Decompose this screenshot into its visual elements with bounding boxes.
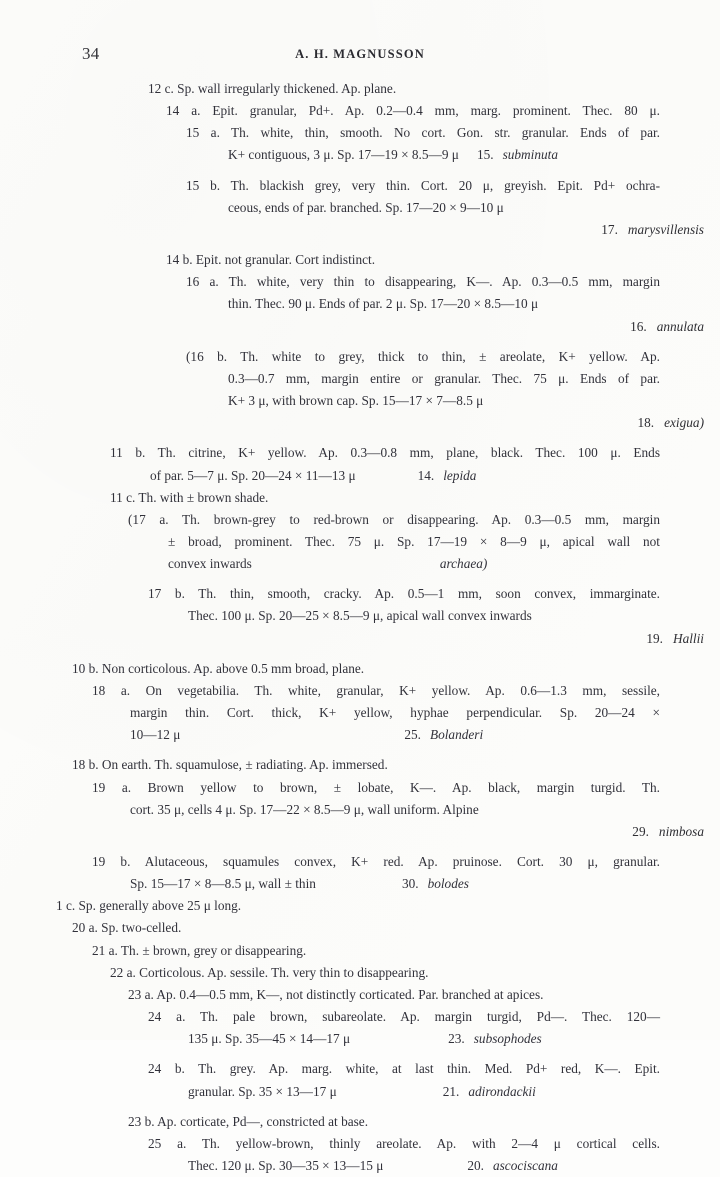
result-number: 19. [646, 630, 663, 646]
result-species: bolodes [427, 876, 469, 892]
key-line: 18 b. On earth. Th. squamulose, ± radiating. Ap. immersed. [72, 757, 388, 773]
result-species: marysvillensis [627, 221, 704, 237]
key-line: 0.3—0.7 mm, margin entire or granular. Thec. 75 μ. Ends of par. [228, 370, 660, 386]
key-line-text: 135 μ. Sp. 35—45 × 14—17 μ [188, 1031, 351, 1047]
key-line: 19 a. Brown yellow to brown, ± lobate, K—. Ap. black, margin turgid. Th. [92, 779, 660, 795]
key-entry-19b [0, 851, 720, 895]
line-gap [0, 1050, 720, 1058]
key-line: 11 b. Th. citrine, K+ yellow. Ap. 0.3—0.8 mm, plane, black. Thec. 100 μ. Ends [110, 445, 660, 461]
line-gap [0, 746, 720, 754]
key-line: ceous, ends of par. branched. Sp. 17—20 × 9—10 μ [228, 199, 504, 215]
line-gap [0, 167, 720, 175]
key-entry-24a [0, 1006, 720, 1050]
taxonomic-key [0, 78, 720, 1177]
key-line: 11 c. Th. with ± brown shade. [110, 489, 269, 505]
key-line: 18 a. On vegetabilia. Th. white, granular, K+ yellow. Ap. 0.6—1.3 mm, sessile, [92, 682, 660, 698]
key-entry-16b [0, 346, 720, 435]
key-entry-15b [0, 175, 720, 241]
key-line-text: K+ contiguous, 3 μ. Sp. 17—19 × 8.5—9 μ [228, 147, 459, 163]
result-number: 29. [632, 823, 649, 839]
key-line: 16 a. Th. white, very thin to disappearing, K—. Ap. 0.3—0.5 mm, margin [186, 274, 660, 290]
result-species: archaea) [439, 556, 488, 572]
result-number: 18. [637, 415, 655, 431]
key-line: 17 b. Th. thin, smooth, cracky. Ap. 0.5—1 mm, soon convex, immarginate. [148, 586, 660, 602]
key-entry-24b [0, 1058, 720, 1102]
key-result-17 [0, 219, 720, 241]
result-species: ascociscana [492, 1158, 558, 1174]
key-entry-16a [0, 271, 720, 337]
key-line: cort. 35 μ, cells 4 μ. Sp. 17—22 × 8.5—9 μ, wall uniform. Alpine [130, 801, 479, 817]
line-gap [0, 650, 720, 658]
line-gap [0, 338, 720, 346]
key-entry-18a [0, 680, 720, 746]
key-line-text: Sp. 15—17 × 8—8.5 μ, wall ± thin [130, 876, 316, 892]
key-line: thin. Thec. 90 μ. Ends of par. 2 μ. Sp. 17—20 × 8.5—10 μ [228, 296, 539, 312]
key-entry-22a [0, 962, 720, 984]
key-entry-25a [0, 1133, 720, 1177]
result-number: 25. [404, 727, 421, 743]
key-line [168, 553, 660, 575]
line-gap [0, 1103, 720, 1111]
key-line: (17 a. Th. brown-grey to red-brown or disappearing. Ap. 0.3—0.5 mm, margin [128, 511, 660, 527]
key-entry-11c [0, 487, 720, 509]
key-line: 12 c. Sp. wall irregularly thickened. Ap. plane. [148, 81, 397, 96]
key-line-text: convex inwards [168, 556, 252, 572]
result-species: exigua) [664, 415, 704, 431]
key-line: margin thin. Cort. thick, K+ yellow, hyphae perpendicular. Sp. 20—24 × [130, 705, 660, 721]
result-number: 23. [448, 1031, 465, 1047]
key-line: Thec. 100 μ. Sp. 20—25 × 8.5—9 μ, apical wall convex inwards [188, 608, 532, 624]
key-entry-10b [0, 658, 720, 680]
key-line: 24 b. Th. grey. Ap. marg. white, at last thin. Med. Pd+ red, K—. Epit. [148, 1061, 660, 1077]
key-line: 25 a. Th. yellow-brown, thinly areolate. Ap. with 2—4 μ cortical cells. [148, 1135, 660, 1151]
result-species: Bolanderi [429, 727, 484, 743]
key-line: 15 b. Th. blackish grey, very thin. Cort. 20 μ, greyish. Epit. Pd+ ochra- [186, 177, 660, 193]
result-number: 21. [442, 1083, 460, 1099]
key-line: 1 c. Sp. generally above 25 μ long. [56, 898, 242, 914]
key-line-text: 10—12 μ [130, 727, 181, 743]
key-entry-21a [0, 940, 720, 962]
key-result-29 [0, 821, 720, 843]
key-result-18 [0, 412, 720, 434]
key-entry-23a [0, 984, 720, 1006]
line-gap [0, 241, 720, 249]
result-species: Hallii [672, 630, 704, 646]
page-number: 34 [82, 44, 100, 63]
key-line: 23 b. Ap. corticate, Pd—, constricted at base. [128, 1113, 369, 1129]
key-entry-17a [0, 509, 720, 575]
key-line: ± broad, prominent. Thec. 75 μ. Sp. 17—19 × 8—9 μ, apical wall not [168, 533, 660, 549]
key-line: 22 a. Corticolous. Ap. sessile. Th. very thin to disappearing. [110, 964, 429, 980]
key-line [228, 144, 660, 166]
key-line [188, 1028, 660, 1050]
key-line: K+ 3 μ, with brown cap. Sp. 15—17 × 7—8.5 μ [228, 393, 484, 409]
key-result-19 [0, 628, 720, 650]
result-number: 17. [601, 221, 618, 237]
result-number: 16. [630, 318, 647, 334]
result-species: adirondackii [468, 1083, 536, 1099]
key-line: 14 b. Epit. not granular. Cort indistinct. [166, 252, 376, 268]
key-entry-18b [0, 754, 720, 776]
key-line-text: granular. Sp. 35 × 13—17 μ [188, 1083, 337, 1099]
key-entry-15a [0, 122, 720, 166]
key-entry-12c [0, 78, 720, 100]
key-line: 14 a. Epit. granular, Pd+. Ap. 0.2—0.4 mm, marg. prominent. Thec. 80 μ. [166, 103, 660, 119]
key-line: 21 a. Th. ± brown, grey or disappearing. [92, 942, 307, 958]
running-head-author: A. H. MAGNUSSON [295, 47, 425, 61]
key-line [130, 873, 660, 895]
key-line: 15 a. Th. white, thin, smooth. No cort. Gon. str. granular. Ends of par. [186, 125, 660, 141]
key-entry-19a [0, 777, 720, 843]
result-species: annulata [656, 318, 704, 334]
result-number: 15. [476, 147, 494, 163]
key-line: 19 b. Alutaceous, squamules convex, K+ red. Ap. pruinose. Cort. 30 μ, granular. [92, 854, 660, 869]
result-number: 30. [401, 876, 419, 892]
result-species: nimbosa [658, 823, 704, 839]
key-line: (16 b. Th. white to grey, thick to thin, ± areolate, K+ yellow. Ap. [186, 348, 660, 364]
key-entry-14b [0, 249, 720, 271]
result-species: subsophodes [473, 1031, 542, 1047]
key-line: 23 a. Ap. 0.4—0.5 mm, K—, not distinctly corticated. Par. branched at apices. [128, 986, 544, 1002]
key-line: 10 b. Non corticolous. Ap. above 0.5 mm broad, plane. [72, 660, 365, 676]
result-species: lepida [443, 467, 477, 483]
result-species: subminuta [502, 147, 558, 163]
line-gap [0, 575, 720, 583]
key-line-text: of par. 5—7 μ. Sp. 20—24 × 11—13 μ [150, 467, 356, 483]
key-result-16 [0, 316, 720, 338]
result-number: 14. [417, 467, 435, 483]
key-entry-20a [0, 917, 720, 939]
line-gap [0, 843, 720, 851]
key-entry-11b [0, 442, 720, 486]
key-entry-14a [0, 100, 720, 122]
line-gap [0, 434, 720, 442]
key-line [188, 1155, 660, 1177]
key-entry-23b [0, 1111, 720, 1133]
result-number: 20. [467, 1158, 484, 1174]
key-line [150, 465, 660, 487]
key-line [130, 724, 660, 746]
key-entry-1c [0, 895, 720, 917]
key-line: 20 a. Sp. two-celled. [72, 920, 182, 936]
key-line [188, 1081, 660, 1103]
key-line: 24 a. Th. pale brown, subareolate. Ap. margin turgid, Pd—. Thec. 120— [148, 1009, 660, 1025]
key-entry-17b [0, 583, 720, 649]
key-line-text: Thec. 120 μ. Sp. 30—35 × 13—15 μ [188, 1158, 384, 1174]
running-head [0, 44, 720, 66]
